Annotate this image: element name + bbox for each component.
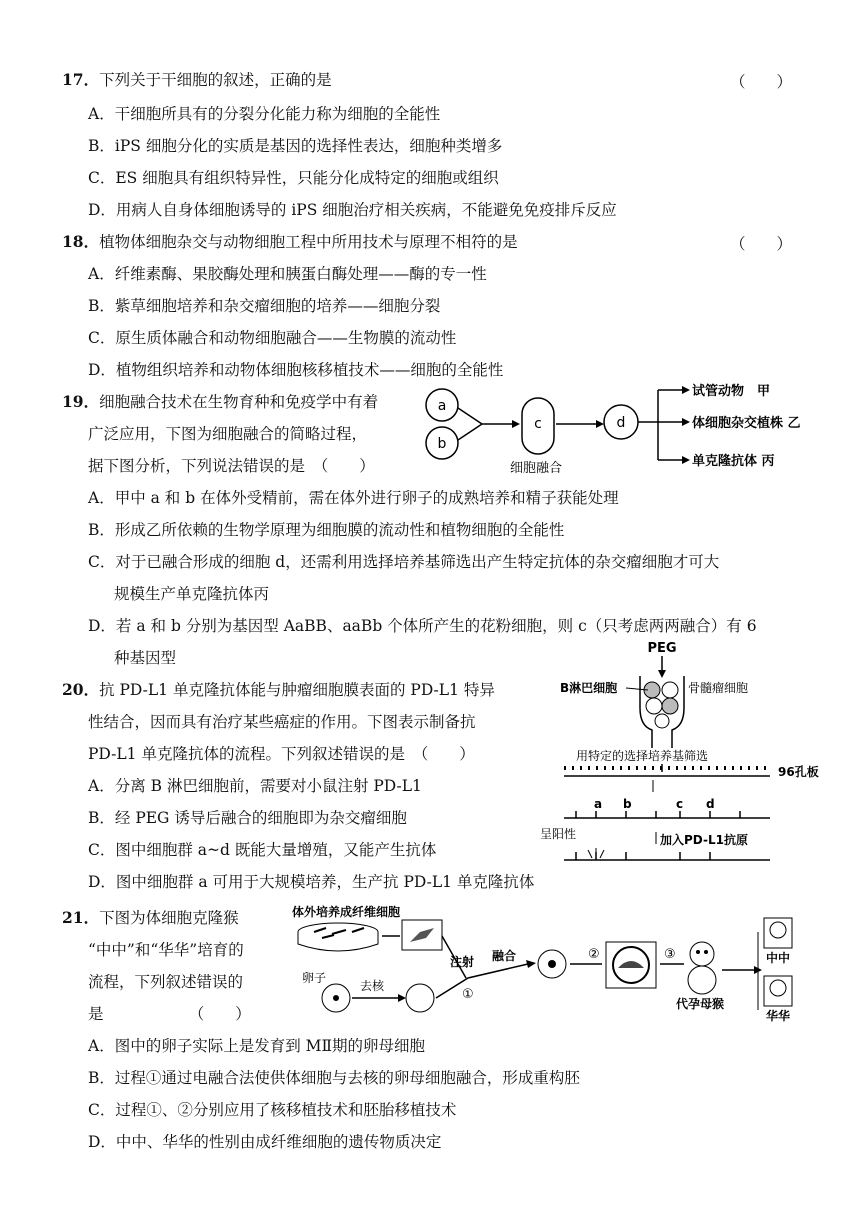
q19-stem-line1	[62, 392, 378, 412]
well-b: b	[623, 797, 632, 811]
enucleate-label: 去核	[360, 979, 385, 993]
output-yi: 体细胞杂交植株 乙	[692, 416, 801, 431]
surrogate-label: 代孕母猴	[676, 997, 725, 1011]
q19-option-c-cont: 规模生产单克隆抗体丙	[114, 585, 270, 603]
q17-option-b: B．iPS 细胞分化的实质是基因的选择性表达，细胞种类增多	[88, 137, 503, 155]
q18-stem	[62, 232, 518, 252]
well-c: c	[676, 797, 684, 811]
culture-dish-body	[298, 932, 378, 951]
merge-arrowhead	[512, 420, 520, 428]
q19-option-c: C．对于已融合形成的细胞 d，还需利用选择培养基筛选出产生特定抗体的杂交瘤细胞才可大	[88, 553, 720, 571]
q19-text-1: 细胞融合技术在生物育种和免疫学中有着	[99, 393, 379, 411]
q21-option-c: C．过程①、②分别应用了核移植技术和胚胎移植技术	[88, 1101, 457, 1119]
selected-plate	[564, 811, 770, 818]
fuse-label: 融合	[492, 949, 517, 963]
q18-option-b: B．紫草细胞培养和杂交瘤细胞的培养——细胞分裂	[88, 297, 441, 315]
q17-answer-paren: （ ）	[730, 73, 793, 91]
q21-diagram	[292, 902, 822, 1026]
b-cell-label: B淋巴细胞	[560, 681, 618, 695]
well-a: a	[594, 797, 603, 811]
q17-option-a: A．干细胞所具有的分裂分化能力称为细胞的全能性	[88, 105, 441, 123]
q21-option-d: D．中中、华华的性别由成纤维细胞的遗传物质决定	[88, 1133, 442, 1151]
q18-number: 18．	[62, 232, 100, 251]
q17-option-c: C．ES 细胞具有组织特异性，只能分化成特定的细胞或组织	[88, 169, 499, 187]
q19-option-a: A．甲中 a 和 b 在体外受精前，需在体外进行卵子的成熟培养和精子获能处理	[88, 489, 619, 507]
q20-number: 20．	[62, 680, 100, 699]
positive-label: 呈阳性	[540, 827, 577, 841]
culture-label: 体外培养成纤维细胞	[292, 905, 401, 919]
step2-label: ②	[588, 947, 600, 962]
cell-a-label: a	[437, 398, 447, 414]
antigen-label: 加入PD-L1抗原	[660, 833, 748, 847]
q21-stem-line4: 是 （ ）	[88, 1005, 251, 1023]
cell-d-label: d	[616, 415, 626, 431]
q21-text-1: 下图为体细胞克隆猴	[99, 909, 239, 927]
branch-arrowhead-2	[682, 418, 690, 426]
q21-stem-line3: 流程，下列叙述错误的	[88, 973, 244, 991]
cell-c-label: c	[534, 416, 542, 432]
surrogate-monkey-icon	[688, 942, 716, 994]
embryo-nucleus	[548, 960, 556, 968]
q20-diagram	[540, 636, 826, 866]
final-plate	[564, 852, 770, 860]
q21-stem-line2: “中中”和“华华”培育的	[88, 941, 244, 959]
q19-number: 19．	[62, 392, 100, 411]
myeloma-1	[662, 682, 678, 698]
q21-option-a: A．图中的卵子实际上是发育到 MⅡ期的卵母细胞	[88, 1037, 426, 1055]
cell-3	[646, 698, 662, 714]
q21-stem-line1	[62, 908, 239, 928]
q19-stem-line3: 据下图分析，下列说法错误的是 （ ）	[88, 457, 375, 475]
q19-diagram	[420, 380, 820, 480]
q19-option-b: B．形成乙所依赖的生物学原理为细胞膜的流动性和植物细胞的全能性	[88, 521, 565, 539]
q20-option-c: C．图中细胞群 a~d 既能大量增殖，又能产生抗体	[88, 841, 437, 859]
enucleate-arrowhead	[398, 994, 406, 1002]
q19-option-d: D．若 a 和 b 分别为基因型 AaBB、aaBb 个体所产生的花粉细胞，则 c（只考虑两两融合）有 6	[88, 617, 757, 635]
q20-stem-line3: PD-L1 单克隆抗体的流程。下列叙述错误的是 （ ）	[88, 745, 475, 763]
c-to-d-arrowhead	[596, 420, 604, 428]
output-bing: 单克隆抗体 丙	[692, 454, 775, 469]
q20-option-a: A．分离 B 淋巴细胞前，需要对小鼠注射 PD-L1	[88, 777, 422, 795]
q18-answer-paren: （ ）	[730, 235, 793, 253]
inject-label: 注射	[450, 955, 475, 969]
hh-label: 华华	[766, 1009, 791, 1023]
well-d: d	[706, 797, 715, 811]
q20-stem-line1	[62, 680, 495, 700]
q17-number: 17．	[62, 70, 100, 89]
step1-label: ①	[462, 987, 474, 1002]
q18-option-c: C．原生质体融合和动物细胞融合——生物膜的流动性	[88, 329, 457, 347]
fusion-label: 细胞融合	[509, 461, 563, 476]
egg-label: 卵子	[302, 971, 327, 985]
q19-stem-line2: 广泛应用，下图为细胞融合的简略过程，	[88, 425, 368, 443]
merge-arrow	[458, 408, 512, 440]
q20-text-1: 抗 PD-L1 单克隆抗体能与肿瘤细胞膜表面的 PD-L1 特异	[99, 681, 495, 699]
branch-arrowhead-1	[682, 386, 690, 394]
q20-stem-line2: 性结合，因而具有治疗某些癌症的作用。下图表示制备抗	[88, 713, 476, 731]
q21-number: 21．	[62, 908, 100, 927]
q19-option-d-cont: 种基因型	[114, 649, 177, 667]
peg-arrowhead	[658, 670, 666, 678]
cell-b-label: b	[437, 436, 447, 452]
q18-text: 植物体细胞杂交与动物细胞工程中所用技术与原理不相符的是	[99, 233, 518, 251]
q18-option-d: D．植物组织培养和动物体细胞核移植技术——细胞的全能性	[88, 361, 504, 379]
branch-arrowhead-3	[682, 456, 690, 464]
q20-option-b: B．经 PEG 诱导后融合的细胞即为杂交瘤细胞	[88, 809, 407, 827]
q18-option-a: A．纤维素酶、果胶酶处理和胰蛋白酶处理——酶的专一性	[88, 265, 487, 283]
enucleated-egg	[406, 984, 434, 1012]
cell-4	[662, 698, 678, 714]
cell-5	[655, 714, 669, 728]
plate-label: 96孔板	[778, 765, 819, 779]
fusion-line	[436, 964, 528, 998]
zz-label: 中中	[766, 951, 791, 965]
positive-well-mark	[588, 848, 604, 858]
q17-stem	[62, 70, 332, 90]
selection-label: 用特定的选择培养基筛选	[576, 749, 709, 763]
myeloma-label: 骨髓瘤细胞	[688, 681, 749, 695]
output-jia: 试管动物 甲	[692, 384, 771, 399]
fusion-arrowhead	[526, 960, 536, 968]
step3-label: ③	[664, 947, 676, 962]
egg-nucleus	[333, 995, 339, 1001]
branch-lines	[638, 390, 682, 460]
zz-monkey-icon	[770, 922, 786, 938]
peg-label: PEG	[647, 641, 677, 656]
hh-monkey-icon	[770, 980, 786, 996]
q17-text: 下列关于干细胞的叙述，正确的是	[99, 71, 332, 89]
q17-option-d: D．用病人自身体细胞诱导的 iPS 细胞治疗相关疾病，不能避免免疫排斥反应	[88, 201, 617, 219]
q20-option-d: D．图中细胞群 a 可用于大规模培养，生产抗 PD-L1 单克隆抗体	[88, 873, 535, 891]
q21-option-b: B．过程①通过电融合法使供体细胞与去核的卵母细胞融合，形成重构胚	[88, 1069, 580, 1087]
